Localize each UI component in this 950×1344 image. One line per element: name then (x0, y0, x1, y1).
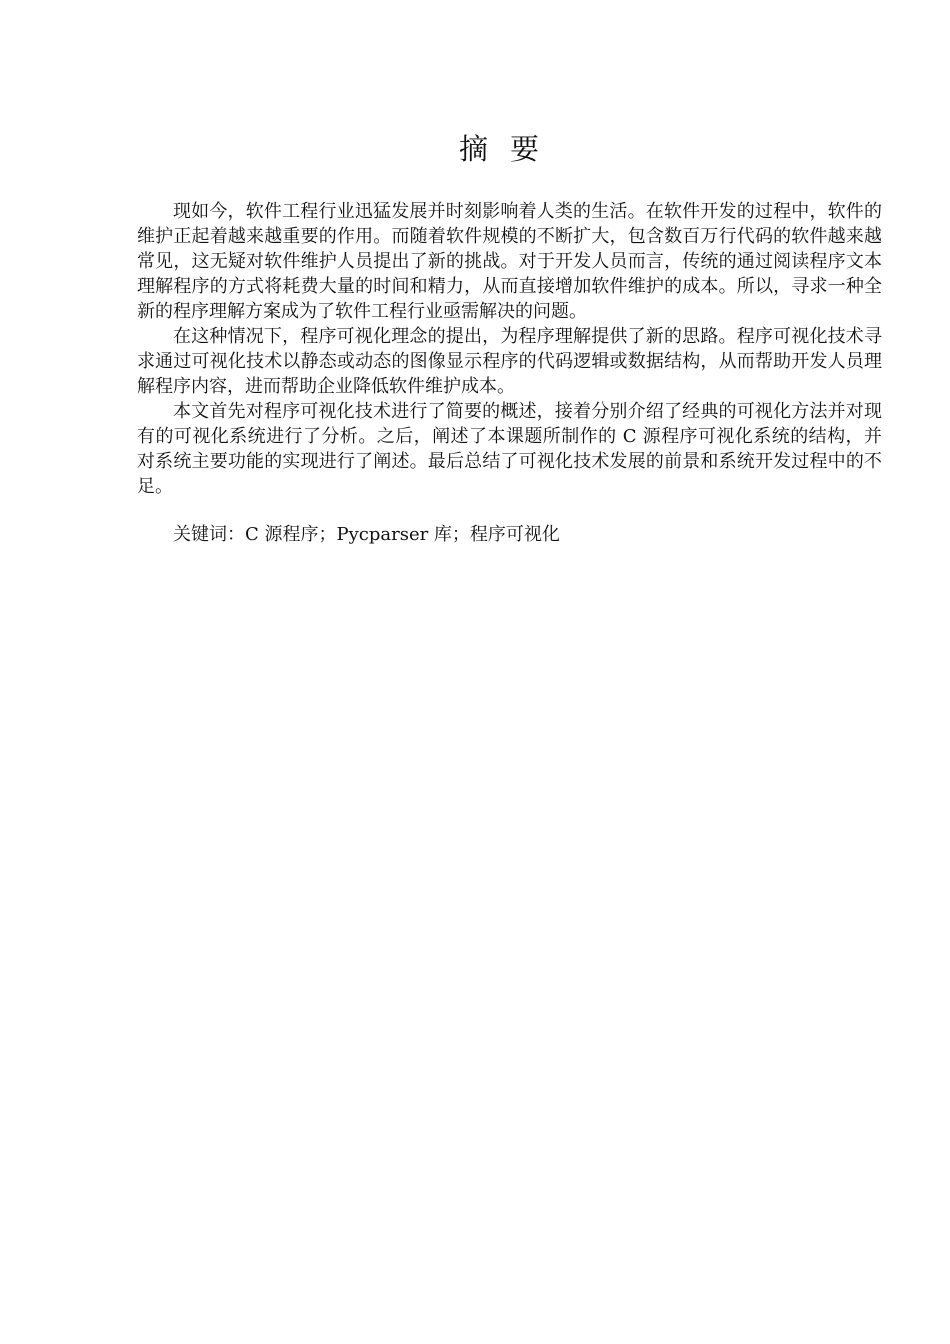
abstract-paragraph-1: 现如今，软件工程行业迅猛发展并时刻影响着人类的生活。在软件开发的过程中，软件的维护正起着越来越重要的作用。而随着软件规模的不断扩大，包含数百万行代码的软件越来越常见，这无疑对软件维护人员提出了新的挑战。对于开发人员而言，传统的通过阅读程序文本理解程序的方式将耗费大量的时间和精力，从而直接增加软件维护的成本。所以，寻求一种全新的程序理解方案成为了软件工程行业亟需解决的问题。 (137, 201, 882, 322)
keywords-line: 关键词：C 源程序；Pycparser 库；程序可视化 (173, 524, 560, 545)
abstract-paragraph-2: 在这种情况下，程序可视化理念的提出，为程序理解提供了新的思路。程序可视化技术寻求通过可视化技术以静态或动态的图像显示程序的代码逻辑或数据结构，从而帮助开发人员理解程序内容，进而帮助企业降低软件维护成本。 (137, 326, 882, 397)
page-title: 摘要 (458, 132, 561, 166)
abstract-body (137, 199, 882, 499)
abstract-paragraph-3: 本文首先对程序可视化技术进行了简要的概述，接着分别介绍了经典的可视化方法并对现有的可视化系统进行了分析。之后，阐述了本课题所制作的 C 源程序可视化系统的结构，并对系统主要功能的实现进行了阐述。最后总结了可视化技术发展的前景和系统开发过程中的不足。 (137, 401, 882, 497)
